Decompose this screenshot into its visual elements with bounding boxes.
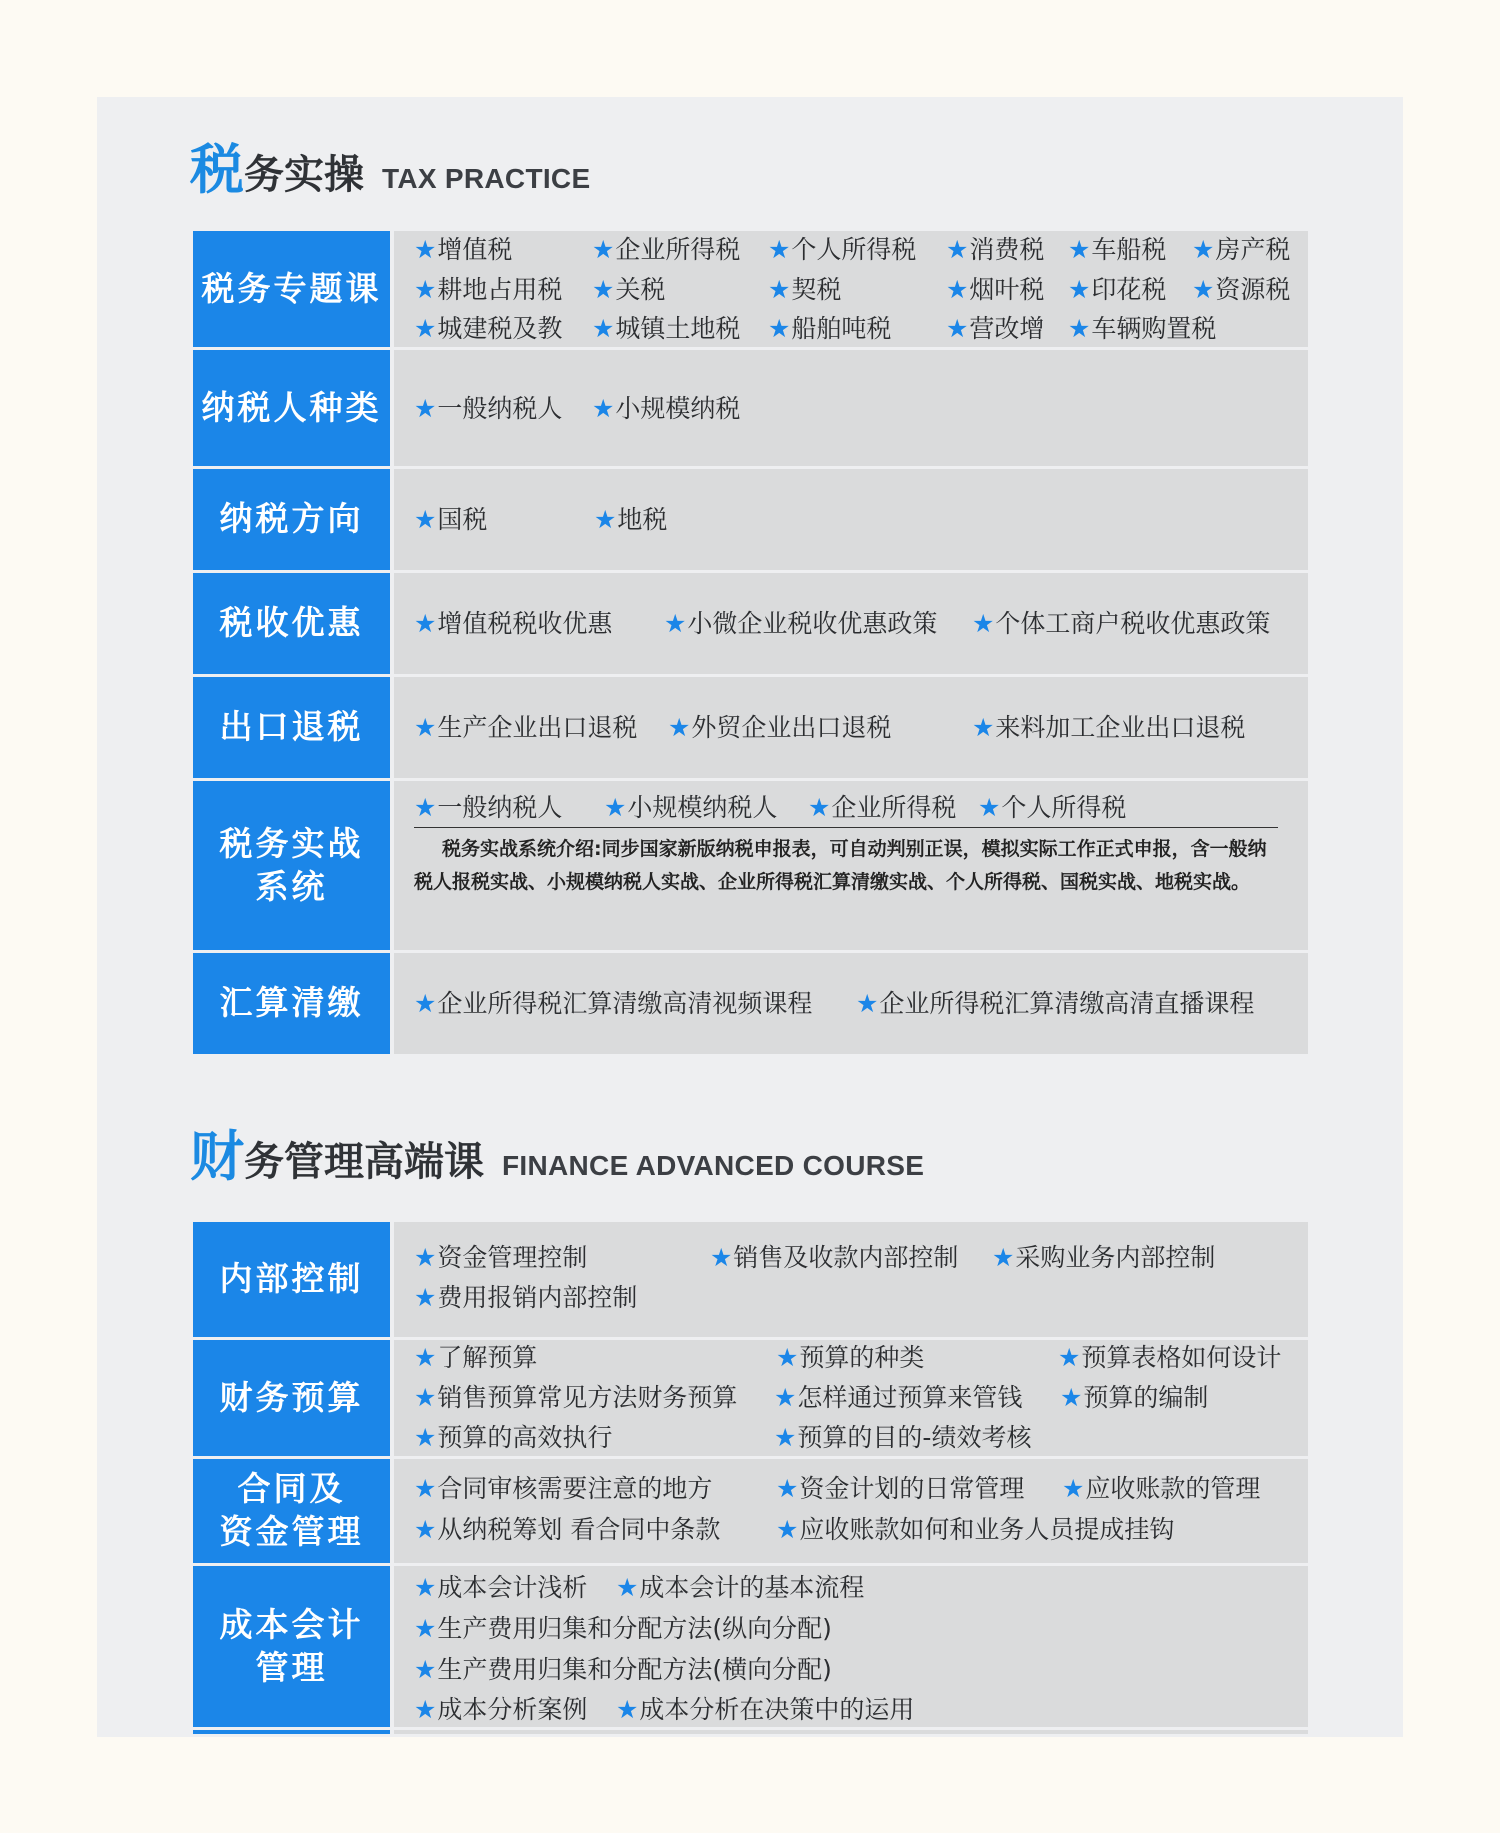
row-header: 财务预算 bbox=[193, 1340, 390, 1459]
divider bbox=[414, 827, 1278, 828]
course-item[interactable]: ★资金计划的日常管理 bbox=[776, 1474, 1025, 1503]
course-item[interactable]: ★契税 bbox=[768, 275, 842, 304]
course-item[interactable]: ★车辆购置税 bbox=[1068, 314, 1217, 343]
system-description: 税务实战系统介绍:同步国家新版纳税申报表，可自动判别正误，模拟实际工作正式申报，含一般纳税人报税实战、小规模纳税人实战、企业所得税汇算清缴实战、个人所得税、国税实战、地税实战。 bbox=[414, 838, 1267, 893]
course-item[interactable]: ★资源税 bbox=[1192, 275, 1291, 304]
course-item[interactable]: ★预算的高效执行 bbox=[414, 1423, 613, 1452]
star-icon: ★ bbox=[414, 394, 437, 423]
star-icon: ★ bbox=[414, 1695, 437, 1724]
course-item[interactable]: ★成本会计浅析 bbox=[414, 1573, 588, 1602]
star-icon: ★ bbox=[1062, 1474, 1085, 1503]
finance-title-first-char: 财 bbox=[190, 1125, 244, 1188]
row-body bbox=[394, 350, 1308, 469]
course-item[interactable]: ★船舶吨税 bbox=[768, 314, 892, 343]
row-header: 税务专题课 bbox=[193, 231, 390, 350]
course-item[interactable]: ★房产税 bbox=[1192, 235, 1291, 264]
star-icon: ★ bbox=[414, 713, 437, 742]
tax-row-export-rebate bbox=[193, 677, 1308, 781]
row-header: 出口退税 bbox=[193, 677, 390, 781]
star-icon: ★ bbox=[856, 989, 879, 1018]
star-icon: ★ bbox=[992, 1243, 1015, 1272]
row-body bbox=[394, 1459, 1308, 1566]
star-icon: ★ bbox=[414, 989, 437, 1018]
finance-title-rest: 务管理高端课 bbox=[244, 1139, 484, 1185]
star-icon: ★ bbox=[776, 1474, 799, 1503]
star-icon: ★ bbox=[1068, 235, 1091, 264]
row-body bbox=[394, 469, 1308, 573]
row-header bbox=[193, 781, 390, 953]
course-item[interactable]: ★个体工商户税收优惠政策 bbox=[972, 609, 1271, 638]
star-icon: ★ bbox=[946, 275, 969, 304]
course-item[interactable]: ★成本分析案例 bbox=[414, 1695, 588, 1724]
course-item[interactable]: ★生产企业出口退税 bbox=[414, 713, 638, 742]
course-item[interactable]: ★小规模纳税 bbox=[592, 394, 741, 423]
star-icon: ★ bbox=[414, 609, 437, 638]
finance-row-contract-funds bbox=[193, 1459, 1308, 1566]
row-header bbox=[193, 1566, 390, 1730]
star-icon: ★ bbox=[414, 1515, 437, 1544]
course-item[interactable]: ★预算的编制 bbox=[1060, 1383, 1209, 1412]
star-icon: ★ bbox=[414, 1474, 437, 1503]
star-icon: ★ bbox=[1192, 235, 1215, 264]
tax-row-topics bbox=[193, 231, 1308, 350]
course-item[interactable]: ★费用报销内部控制 bbox=[414, 1283, 638, 1312]
finance-section-title bbox=[190, 1125, 925, 1200]
course-item[interactable]: ★预算的目的-绩效考核 bbox=[774, 1423, 1032, 1452]
star-icon: ★ bbox=[414, 275, 437, 304]
star-icon: ★ bbox=[1068, 275, 1091, 304]
row-header-line: 合同及 bbox=[237, 1469, 346, 1509]
star-icon: ★ bbox=[972, 713, 995, 742]
row-header: 纳税方向 bbox=[193, 469, 390, 573]
course-item[interactable]: ★销售预算常见方法财务预算 bbox=[414, 1383, 738, 1412]
course-item[interactable]: ★预算的种类 bbox=[776, 1343, 925, 1372]
course-item[interactable]: ★销售及收款内部控制 bbox=[710, 1243, 959, 1272]
tax-title-en: TAX PRACTICE bbox=[382, 163, 591, 194]
star-icon: ★ bbox=[776, 1515, 799, 1544]
row-body bbox=[394, 1566, 1308, 1730]
course-item[interactable]: ★了解预算 bbox=[414, 1343, 538, 1372]
star-icon: ★ bbox=[768, 314, 791, 343]
course-item[interactable]: ★应收账款的管理 bbox=[1062, 1474, 1261, 1503]
row-header-line: 资金管理 bbox=[219, 1512, 364, 1551]
course-item[interactable]: ★个人所得税 bbox=[768, 235, 917, 264]
star-icon: ★ bbox=[946, 314, 969, 343]
course-item[interactable]: ★耕地占用税 bbox=[414, 275, 563, 304]
course-item[interactable]: ★成本会计的基本流程 bbox=[616, 1573, 865, 1602]
course-item[interactable]: ★印花税 bbox=[1068, 275, 1167, 304]
star-icon: ★ bbox=[592, 314, 615, 343]
course-item[interactable]: ★来料加工企业出口退税 bbox=[972, 713, 1246, 742]
row-body bbox=[394, 1222, 1308, 1340]
star-icon: ★ bbox=[774, 1383, 797, 1412]
course-item[interactable]: ★烟叶税 bbox=[946, 275, 1045, 304]
star-icon: ★ bbox=[414, 1243, 437, 1272]
star-icon: ★ bbox=[592, 275, 615, 304]
course-item[interactable]: ★企业所得税 bbox=[592, 235, 741, 264]
course-item[interactable]: ★车船税 bbox=[1068, 235, 1167, 264]
next-row-cutoff bbox=[193, 1730, 1308, 1734]
star-icon: ★ bbox=[1060, 1383, 1083, 1412]
course-item[interactable]: ★合同审核需要注意的地方 bbox=[414, 1474, 713, 1503]
course-item[interactable]: ★企业所得税汇算清缴高清视频课程 bbox=[414, 989, 813, 1018]
course-item[interactable]: ★企业所得税汇算清缴高清直播课程 bbox=[856, 989, 1255, 1018]
star-icon: ★ bbox=[594, 505, 617, 534]
course-item[interactable]: ★增值税税收优惠 bbox=[414, 609, 613, 638]
course-item[interactable]: ★关税 bbox=[592, 275, 666, 304]
star-icon: ★ bbox=[768, 235, 791, 264]
course-item[interactable]: ★企业所得税 bbox=[808, 793, 957, 822]
row-header-line: 系统 bbox=[255, 866, 328, 906]
course-item[interactable]: ★从纳税筹划 看合同中条款 bbox=[414, 1515, 721, 1544]
row-header: 税收优惠 bbox=[193, 573, 390, 677]
finance-row-cost-accounting bbox=[193, 1566, 1308, 1730]
star-icon: ★ bbox=[616, 1573, 639, 1602]
star-icon: ★ bbox=[592, 235, 615, 264]
course-item[interactable]: ★生产费用归集和分配方法(纵向分配) bbox=[414, 1614, 832, 1643]
tax-row-settlement bbox=[193, 953, 1308, 1057]
star-icon: ★ bbox=[414, 235, 437, 264]
course-item[interactable]: ★城镇土地税 bbox=[592, 314, 741, 343]
row-header-line: 税务实战 bbox=[219, 823, 364, 863]
course-item[interactable]: ★外贸企业出口退税 bbox=[668, 713, 892, 742]
course-item[interactable]: ★消费税 bbox=[946, 235, 1045, 264]
course-item[interactable]: ★采购业务内部控制 bbox=[992, 1243, 1216, 1272]
row-header-line: 成本会计 bbox=[219, 1604, 364, 1644]
row-body bbox=[394, 231, 1308, 350]
star-icon: ★ bbox=[414, 1423, 437, 1452]
row-body bbox=[394, 573, 1308, 677]
tax-row-direction bbox=[193, 469, 1308, 573]
tax-title-rest: 务实操 bbox=[244, 152, 364, 198]
row-body bbox=[394, 1340, 1308, 1459]
star-icon: ★ bbox=[768, 275, 791, 304]
row-body bbox=[394, 953, 1308, 1057]
star-icon: ★ bbox=[1068, 314, 1091, 343]
tax-title-first-char: 税 bbox=[190, 138, 244, 201]
star-icon: ★ bbox=[776, 1343, 799, 1372]
star-icon: ★ bbox=[972, 609, 995, 638]
star-icon: ★ bbox=[414, 505, 437, 534]
star-icon: ★ bbox=[668, 713, 691, 742]
course-item[interactable]: ★国税 bbox=[414, 505, 488, 534]
course-item[interactable]: ★一般纳税人 bbox=[414, 793, 563, 822]
star-icon: ★ bbox=[414, 1614, 437, 1643]
star-icon: ★ bbox=[414, 793, 437, 822]
star-icon: ★ bbox=[710, 1243, 733, 1272]
course-item[interactable]: ★怎样通过预算来管钱 bbox=[774, 1383, 1023, 1412]
row-header: 内部控制 bbox=[193, 1222, 390, 1340]
tax-row-incentives bbox=[193, 573, 1308, 677]
star-icon: ★ bbox=[1192, 275, 1215, 304]
course-panel bbox=[97, 97, 1403, 1737]
row-header-line: 管理 bbox=[255, 1647, 328, 1687]
tax-row-practice-system bbox=[193, 781, 1308, 953]
star-icon: ★ bbox=[774, 1423, 797, 1452]
course-item[interactable]: ★成本分析在决策中的运用 bbox=[616, 1695, 915, 1724]
star-icon: ★ bbox=[414, 1573, 437, 1602]
star-icon: ★ bbox=[946, 235, 969, 264]
star-icon: ★ bbox=[616, 1695, 639, 1724]
course-item[interactable]: ★城建税及教 bbox=[414, 314, 563, 343]
tax-section-title bbox=[190, 138, 591, 213]
course-item[interactable]: ★生产费用归集和分配方法(横向分配) bbox=[414, 1655, 832, 1684]
star-icon: ★ bbox=[414, 1343, 437, 1372]
star-icon: ★ bbox=[414, 1283, 437, 1312]
star-icon: ★ bbox=[808, 793, 831, 822]
row-header bbox=[193, 1459, 390, 1566]
course-item[interactable]: ★个人所得税 bbox=[978, 793, 1127, 822]
star-icon: ★ bbox=[414, 1655, 437, 1684]
tax-row-taxpayer-types bbox=[193, 350, 1308, 469]
course-item[interactable]: ★应收账款如何和业务人员提成挂钩 bbox=[776, 1515, 1175, 1544]
star-icon: ★ bbox=[414, 1383, 437, 1412]
row-body bbox=[394, 677, 1308, 781]
star-icon: ★ bbox=[978, 793, 1001, 822]
course-item[interactable]: ★营改增 bbox=[946, 314, 1045, 343]
star-icon: ★ bbox=[604, 793, 627, 822]
finance-title-en: FINANCE ADVANCED COURSE bbox=[502, 1150, 925, 1181]
row-body bbox=[394, 781, 1308, 953]
course-item[interactable]: ★地税 bbox=[594, 505, 668, 534]
star-icon: ★ bbox=[592, 394, 615, 423]
row-header: 汇算清缴 bbox=[193, 953, 390, 1057]
star-icon: ★ bbox=[414, 314, 437, 343]
finance-row-internal-control bbox=[193, 1222, 1308, 1340]
course-item[interactable]: ★一般纳税人 bbox=[414, 394, 563, 423]
course-item[interactable]: ★预算表格如何设计 bbox=[1058, 1343, 1282, 1372]
finance-row-budget bbox=[193, 1340, 1308, 1459]
course-item[interactable]: ★资金管理控制 bbox=[414, 1243, 588, 1272]
course-item[interactable]: ★小规模纳税人 bbox=[604, 793, 778, 822]
course-item[interactable]: ★增值税 bbox=[414, 235, 513, 264]
course-item[interactable]: ★小微企业税收优惠政策 bbox=[664, 609, 938, 638]
star-icon: ★ bbox=[664, 609, 687, 638]
star-icon: ★ bbox=[1058, 1343, 1081, 1372]
row-header: 纳税人种类 bbox=[193, 350, 390, 469]
